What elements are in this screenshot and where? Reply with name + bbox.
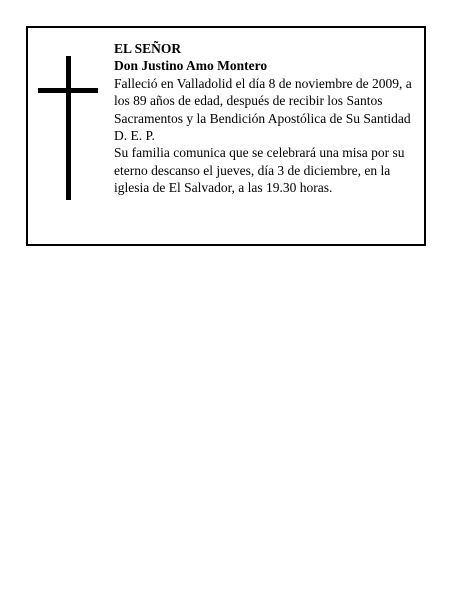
death-line-3: Sacramentos y la Bendición Apostólica de Su Santidad <box>114 110 411 126</box>
cross-horizontal-bar <box>38 88 98 93</box>
notice-text <box>114 40 420 197</box>
deceased-name: Don Justino Amo Montero <box>114 58 268 74</box>
latin-cross-icon <box>38 56 98 200</box>
mass-line-1: Su familia comunica que se celebrará una misa por su <box>114 145 405 161</box>
mass-line-3: iglesia de El Salvador, a las 19.30 horas. <box>114 180 333 196</box>
cross-vertical-bar <box>66 56 71 200</box>
notice-title: EL SEÑOR <box>114 41 182 56</box>
death-line-2: los 89 años de edad, después de recibir los Santos <box>114 93 383 109</box>
death-line-1: Falleció en Valladolid el día 8 de noviembre de 2009, a <box>114 75 412 91</box>
rip-text: D. E. P. <box>114 128 155 144</box>
mass-line-2: eterno descanso el jueves, día 3 de diciembre, en la <box>114 162 391 178</box>
obituary-notice <box>26 26 426 246</box>
